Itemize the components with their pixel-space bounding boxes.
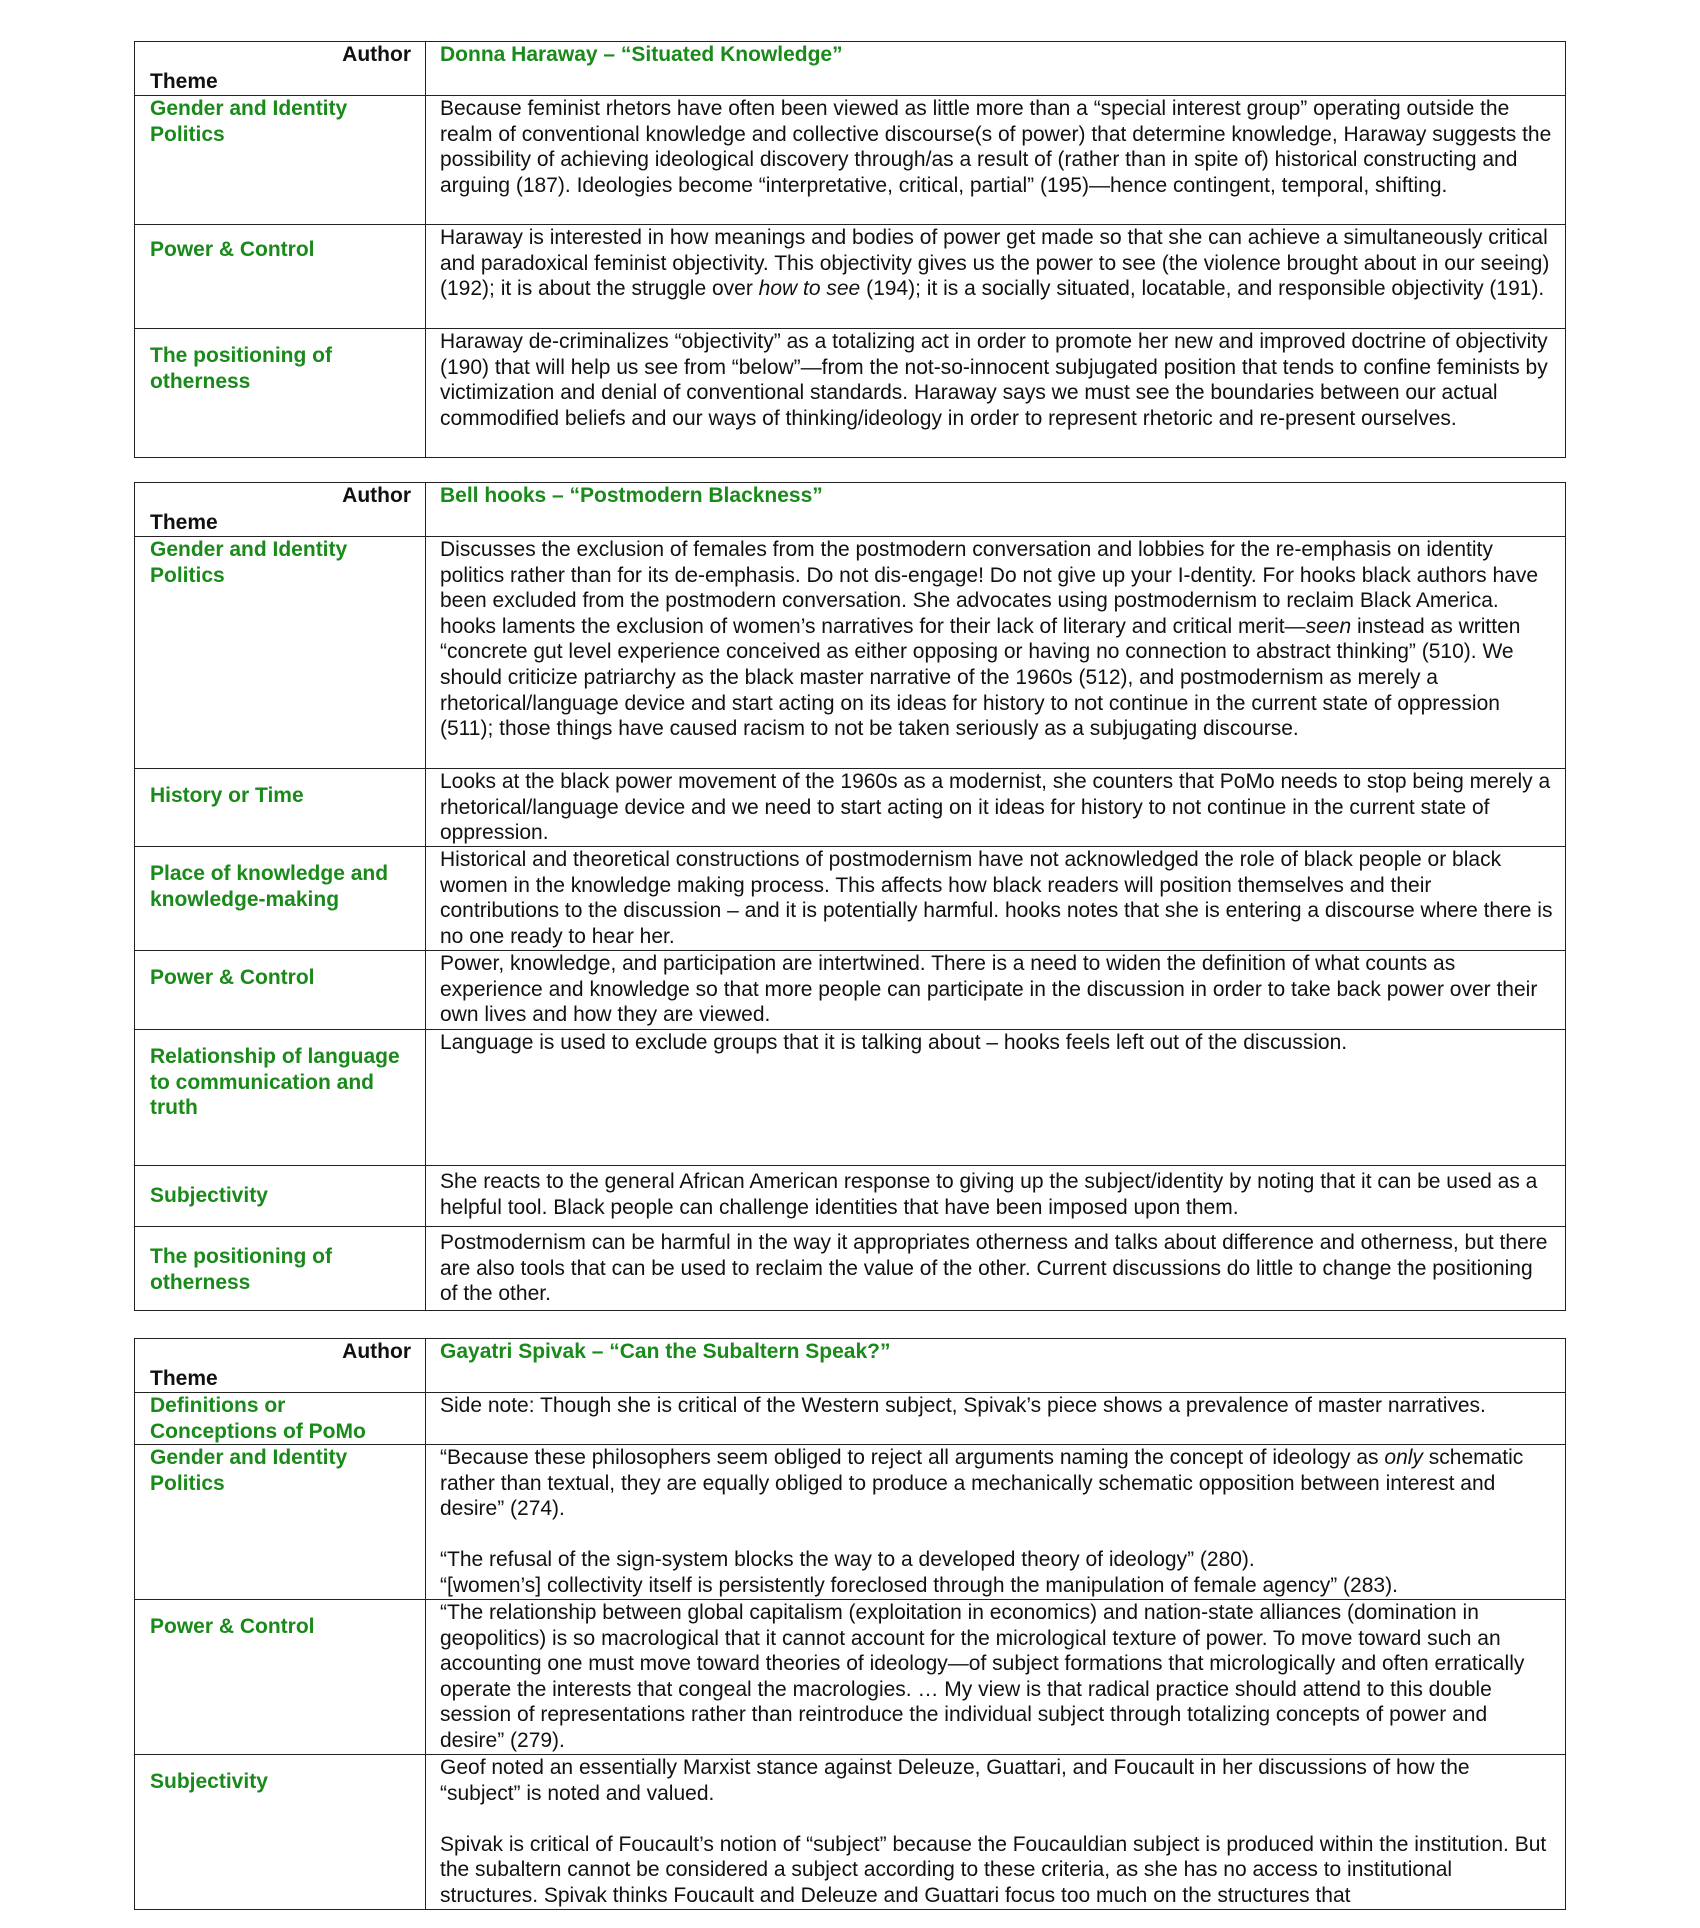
table-row (135, 846, 1565, 950)
theme-label: Theme (150, 1367, 218, 1391)
table-row (135, 1226, 1565, 1310)
theme-table-haraway (134, 41, 1566, 458)
table-row (135, 1029, 1565, 1165)
theme-cell: Place of knowledge and knowledge-making (135, 847, 426, 950)
table-row (135, 1392, 1565, 1444)
notes-cell: She reacts to the general African American response to giving up the subject/identity by noting that it can be used as a helpful tool. Black people can challenge identities that have been imposed upon them. (440, 1170, 1538, 1219)
notes-cell: Power, knowledge, and participation are intertwined. There is a need to widen the definition of what counts as experience and knowledge so that more people can participate in the discussion in order to take back power over their own lives and how they are viewed. (440, 952, 1538, 1027)
notes-cell: Geof noted an essentially Marxist stance against Deleuze, Guattari, and Foucault in her discussions of how the “subject” is noted and valued. Spivak is critical of Foucault’s notion of “subject” because the Foucauldian subject is produced within the institution. But the subaltern cannot be considered a subject according to these criteria, as she has no access to institutional structures. Spivak thinks Foucault and Deleuze and Guattari focus too much on the structures that (440, 1756, 1547, 1907)
notes-cell: Side note: Though she is critical of the Western subject, Spivak’s piece shows a prevalence of master narratives. (440, 1394, 1486, 1417)
author-title: Gayatri Spivak – “Can the Subaltern Speak?” (440, 1340, 891, 1363)
table-row (135, 536, 1565, 768)
notes-cell: “The relationship between global capitalism (exploitation in economics) and nation-state alliances (domination in geopolitics) is so macrological that it cannot account for the micrological texture of power. To move toward such an accounting one must move toward theories of ideology—of subject formations that micrologically and often erratically operate the interests that congeal the macrologies. … My view is that radical practice should attend to this double session of representations rather than reintroduce the individual subject through totalizing concepts of power and desire” (279). (440, 1601, 1525, 1752)
header-labels-cell (135, 42, 426, 95)
theme-cell: Subjectivity (135, 1166, 426, 1226)
theme-cell: The positioning of otherness (135, 329, 426, 457)
table-row (135, 1444, 1565, 1599)
theme-cell: Power & Control (135, 225, 426, 328)
notes-cell: Haraway de-criminalizes “objectivity” as a totalizing act in order to promote her new and improved doctrine of objectivity (190) that will help us see from “below”—from the not-so-innocent subjugated position that tends to confine feminists by victimization and denial of conventional standards. Haraway says we must see the boundaries between our actual commodified beliefs and our ways of thinking/ideology in order to represent rhetoric and re-present ourselves. (440, 330, 1548, 430)
table-row (135, 950, 1565, 1029)
table-row (135, 768, 1565, 846)
table-header-row (135, 42, 1565, 95)
table-row (135, 224, 1565, 328)
theme-label: Theme (150, 70, 218, 94)
notes-cell: “Because these philosophers seem obliged to reject all arguments naming the concept of ideology as only schematic rather than textual, they are equally obliged to produce a mechanically schematic opposition between interest and desire” (274). “The refusal of the sign-system blocks the way to a developed theory of ideology” (280). “[women’s] collectivity itself is persistently foreclosed through the manipulation of female agency” (283). (440, 1446, 1524, 1597)
theme-cell: History or Time (135, 769, 426, 846)
theme-cell: Power & Control (135, 1600, 426, 1754)
author-title: Donna Haraway – “Situated Knowledge” (440, 43, 843, 66)
notes-cell: Historical and theoretical constructions of postmodernism have not acknowledged the role of black people or black women in the knowledge making process. This affects how black readers will position themselves and their contributions to the discussion – and it is potentially harmful. hooks notes that she is entering a discourse where there is no one ready to hear her. (440, 848, 1553, 948)
table-header-row (135, 1339, 1565, 1392)
author-title: Bell hooks – “Postmodern Blackness” (440, 484, 823, 507)
theme-cell: Gender and Identity Politics (135, 96, 426, 224)
theme-label: Theme (150, 511, 218, 535)
theme-cell: Gender and Identity Politics (135, 537, 426, 768)
theme-table-hooks (134, 482, 1566, 1311)
table-row (135, 1754, 1565, 1909)
table-row (135, 95, 1565, 224)
table-row (135, 328, 1565, 457)
theme-cell: Gender and Identity Politics (135, 1445, 426, 1599)
notes-cell: Haraway is interested in how meanings and bodies of power get made so that she can achieve a simultaneously critical and paradoxical feminist objectivity. This objectivity gives us the power to see (the violence brought about in our seeing) (192); it is about the struggle over how to see (194); it is a socially situated, locatable, and responsible objectivity (191). (440, 226, 1550, 301)
theme-cell: Definitions or Conceptions of PoMo (135, 1393, 426, 1444)
notes-cell: Language is used to exclude groups that it is talking about – hooks feels left out of the discussion. (440, 1031, 1348, 1054)
table-row (135, 1165, 1565, 1226)
theme-cell: Subjectivity (135, 1755, 426, 1909)
author-label: Author (342, 43, 411, 66)
header-labels-cell (135, 483, 426, 536)
table-row (135, 1599, 1565, 1754)
author-label: Author (342, 1340, 411, 1363)
theme-cell: Power & Control (135, 951, 426, 1029)
notes-cell: Because feminist rhetors have often been viewed as little more than a “special interest group” operating outside the realm of conventional knowledge and collective discourse(s of power) that determine knowledge, Haraway suggests the possibility of achieving ideological discovery through/as a result of (rather than in spite of) historical constructing and arguing (187). Ideologies become “interpretative, critical, partial” (195)—hence contingent, temporal, shifting. (440, 97, 1552, 197)
notes-cell: Looks at the black power movement of the 1960s as a modernist, she counters that PoMo needs to stop being merely a rhetorical/language device and we need to start acting on it ideas for history to not continue in the current state of oppression. (440, 770, 1551, 845)
notes-cell: Discusses the exclusion of females from the postmodern conversation and lobbies for the re-emphasis on identity politics rather than for its de-emphasis. Do not dis-engage! Do not give up your I-dentity. For hooks black authors have been excluded from the postmodern conversation. She advocates using postmodernism to reclaim Black America. hooks laments the exclusion of women’s narratives for their lack of literary and critical merit—seen instead as written “concrete gut level experience conceived as either opposing or having no connection to abstract thinking” (510). We should criticize patriarchy as the black master narrative of the 1960s (512), and postmodernism as merely a rhetorical/language device and start acting on its ideas for history to not continue in the current state of oppression (511); those things have caused racism to not be taken seriously as a subjugating discourse. (440, 538, 1539, 741)
theme-table-spivak (134, 1338, 1566, 1910)
theme-cell: Relationship of language to communication and truth (135, 1030, 426, 1165)
table-header-row (135, 483, 1565, 536)
header-labels-cell (135, 1339, 426, 1392)
author-label: Author (342, 484, 411, 507)
notes-cell: Postmodernism can be harmful in the way it appropriates otherness and talks about difference and otherness, but there are also tools that can be used to reclaim the value of the other. Current discussions do little to change the positioning of the other. (440, 1231, 1548, 1306)
theme-cell: The positioning of otherness (135, 1227, 426, 1310)
